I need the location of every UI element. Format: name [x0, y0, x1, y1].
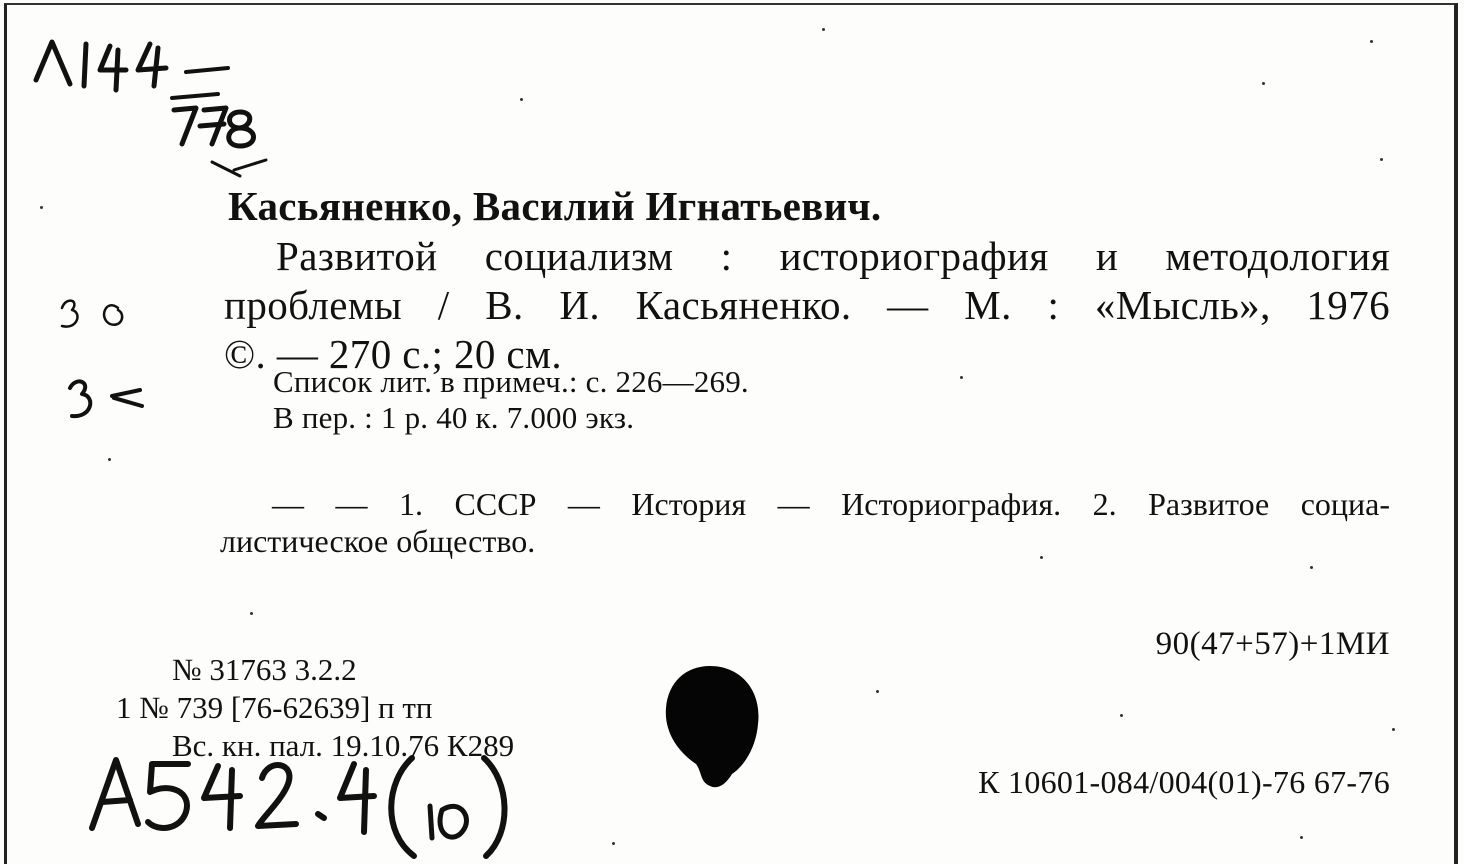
handwritten-side-mark-2 [62, 374, 162, 434]
bibliography-note: Список лит. в примеч.: с. 226—269. [273, 364, 749, 399]
speck [1380, 158, 1383, 161]
subject-line: — — 1. СССР — История — Историография. 2. Развитое социа- [272, 486, 1390, 522]
speck [250, 612, 253, 615]
speck [1310, 566, 1313, 569]
speck [1262, 82, 1265, 85]
speck [1370, 40, 1373, 43]
handwritten-shelfmark-top [14, 20, 274, 190]
author-heading: Касьяненко, Василий Игнатьевич. [228, 183, 882, 229]
speck [1120, 714, 1123, 717]
subject-line: листическое общество. [220, 523, 536, 559]
price-note: В пер. : 1 р. 40 к. 7.000 экз. [273, 400, 635, 435]
speck [520, 98, 523, 101]
order-number: 1 № 739 [76-62639] п тп [116, 690, 433, 725]
speck [40, 206, 43, 209]
handwritten-side-mark-1 [56, 288, 146, 348]
speck [1392, 728, 1395, 731]
ink-blot [660, 662, 764, 794]
publisher-code: К 10601-084/004(01)-76 67-76 [978, 764, 1390, 800]
speck [876, 690, 879, 693]
handwritten-shelfmark-bottom [82, 752, 532, 864]
speck [108, 458, 111, 461]
title-line: ©. — 270 с.; 20 см. [224, 331, 562, 377]
title-line: Развитой социализм : историография и методология [276, 233, 1390, 279]
subject-headings [220, 486, 1390, 560]
title-line: проблемы / В. И. Касьяненко. — М. : «Мысль», 1976 [224, 282, 1390, 328]
card-number: № 31763 3.2.2 [172, 652, 357, 687]
chamber-line: Вс. кн. пал. 19.10.76 К289 [172, 728, 515, 763]
title-block [224, 232, 1390, 379]
speck [1300, 836, 1303, 839]
speck [612, 842, 615, 845]
classification-code: 90(47+57)+1МИ [1155, 626, 1390, 662]
speck [822, 28, 825, 31]
